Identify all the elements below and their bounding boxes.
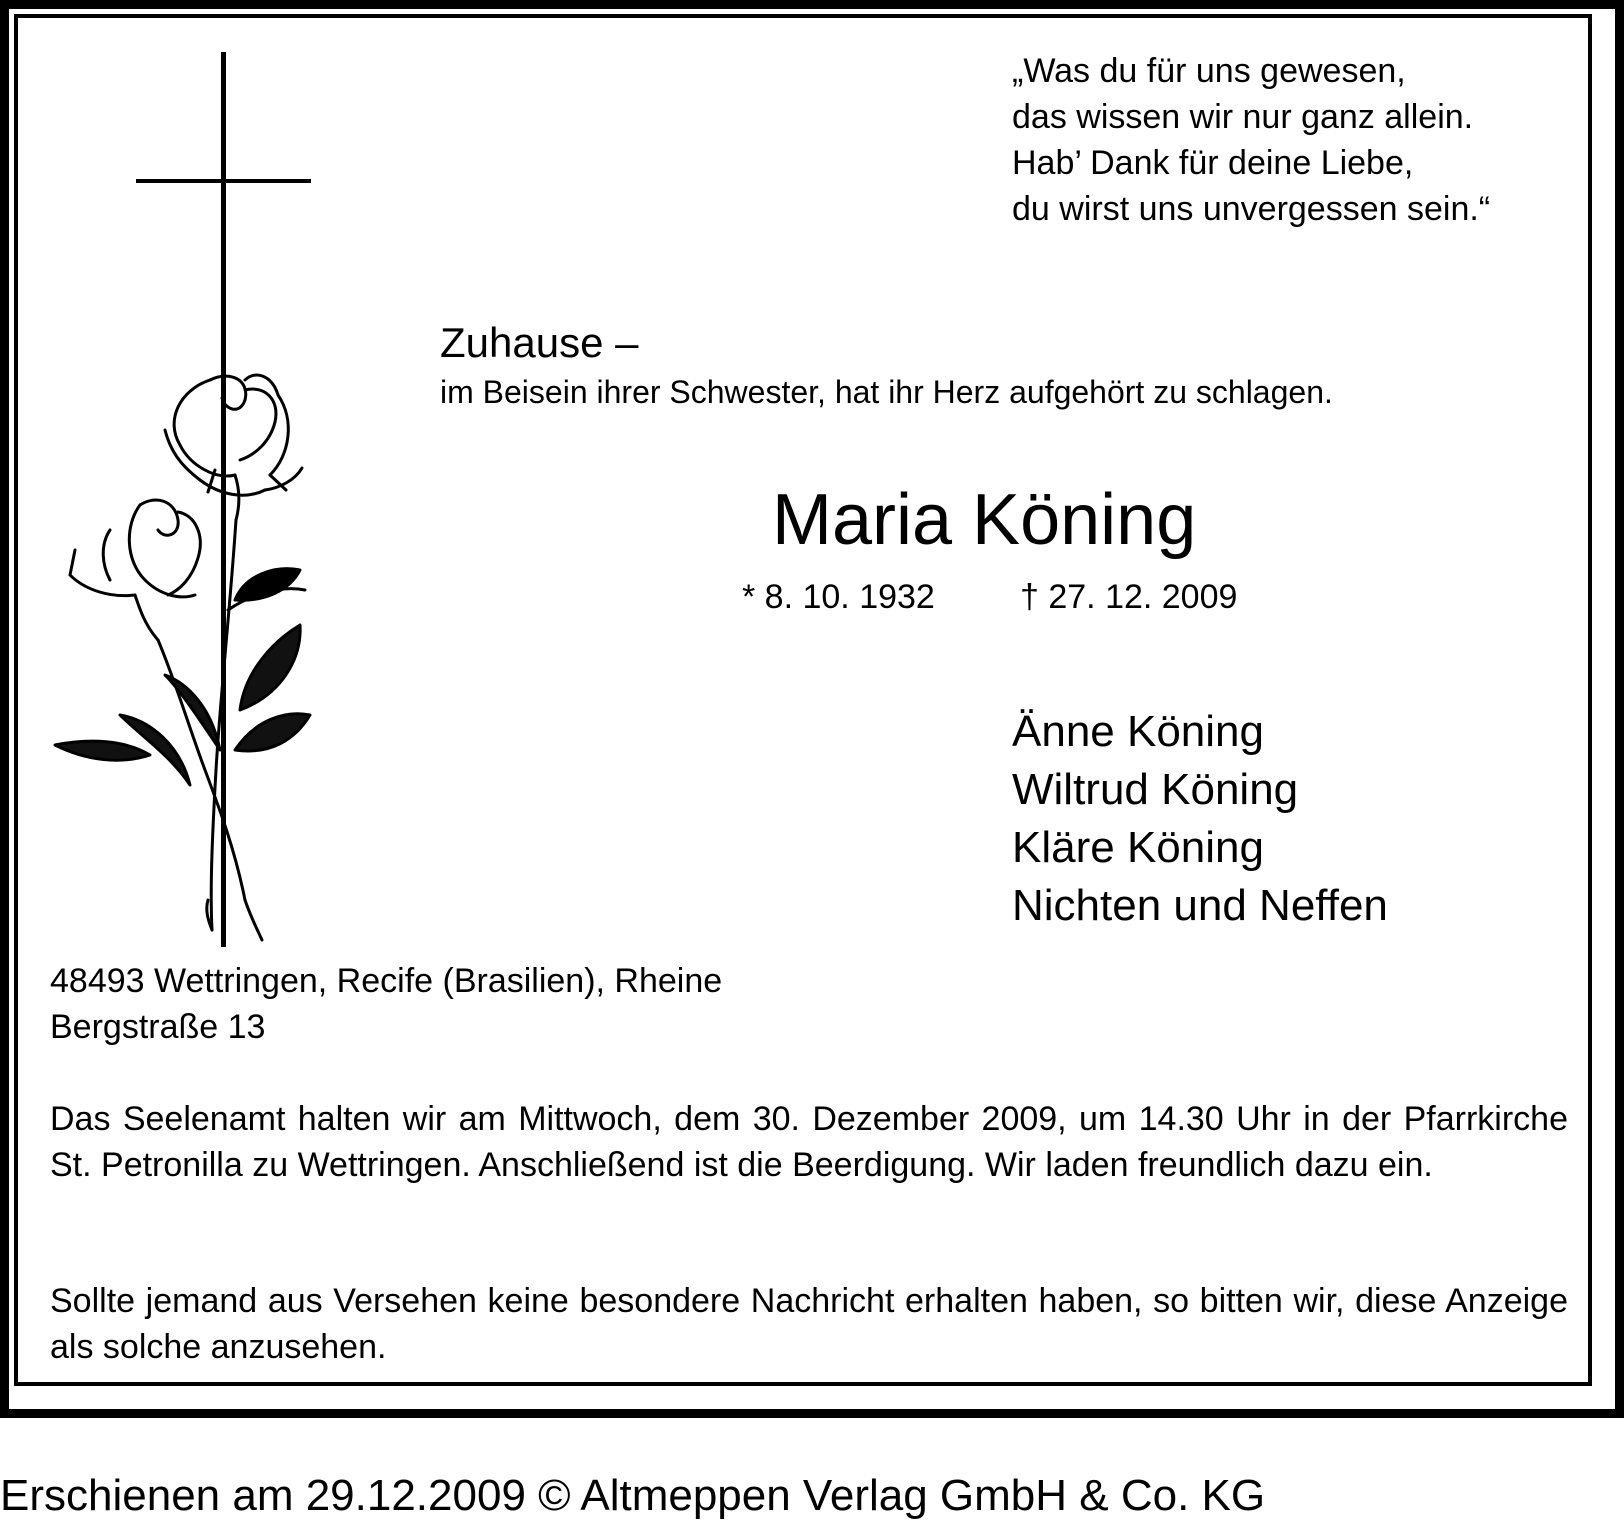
service-paragraph: Das Seelenamt halten wir am Mittwoch, dem 30. Dezember 2009, um 14.30 Uhr in der Pfarrkirche St. Petronilla zu Wettringen. Anschließend ist die Beerdigung. Wir laden freundlich dazu ein. <box>50 1100 1568 1184</box>
quote-line: „Was du für uns gewesen, <box>1012 52 1406 90</box>
intro-line: im Beisein ihrer Schwester, hat ihr Herz aufgehört zu schlagen. <box>440 374 1333 410</box>
rose-icon <box>55 375 310 940</box>
survivor-name: Änne Köning <box>1012 707 1264 756</box>
quote-line: Hab’ Dank für deine Liebe, <box>1012 144 1414 182</box>
address-block <box>50 958 722 1050</box>
survivor-name: Kläre Köning <box>1012 823 1264 872</box>
intro-heading: Zuhause – <box>440 319 639 366</box>
publication-footer: Erschienen am 29.12.2009 © Altmeppen Verlag GmbH & Co. KG <box>0 1471 1266 1520</box>
memorial-quote <box>1012 48 1490 232</box>
birth-date: * 8. 10. 1932 <box>742 578 935 616</box>
notice-paragraph: Sollte jemand aus Versehen keine besondere Nachricht erhalten haben, so bitten wir, diese Anzeige als solche anzusehen. <box>50 1282 1568 1366</box>
death-date: † 27. 12. 2009 <box>1020 578 1238 616</box>
survivor-name: Wiltrud Köning <box>1012 765 1299 814</box>
address-line: 48493 Wettringen, Recife (Brasilien), Rheine <box>50 962 723 1000</box>
address-line: Bergstraße 13 <box>50 1008 266 1046</box>
survivors-list <box>1012 703 1388 935</box>
deceased-name: Maria Köning <box>772 480 1197 560</box>
quote-line: das wissen wir nur ganz allein. <box>1012 98 1474 136</box>
cross-and-rose-illustration <box>40 50 340 950</box>
quote-line: du wirst uns unvergessen sein.“ <box>1012 190 1491 228</box>
survivor-name: Nichten und Neffen <box>1012 881 1388 930</box>
